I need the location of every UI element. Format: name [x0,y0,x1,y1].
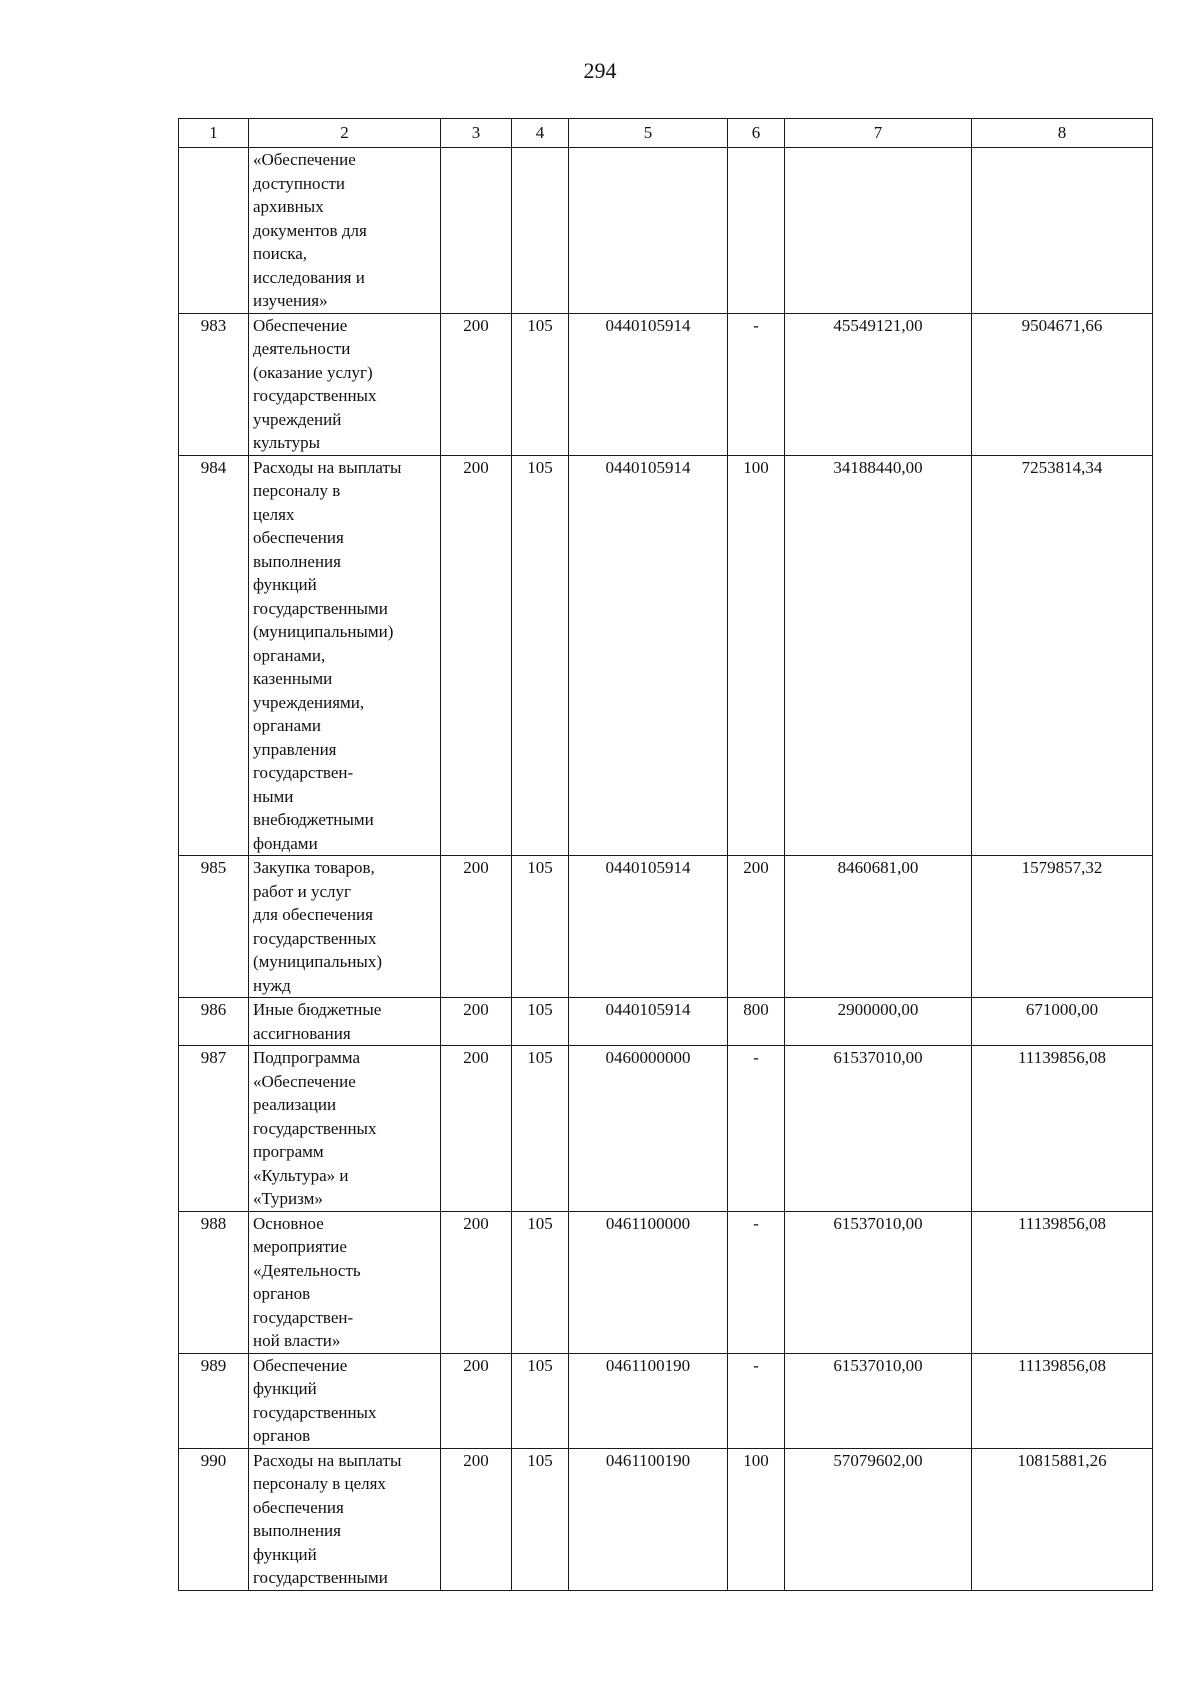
target-article-cell: 0440105914 [569,313,728,455]
target-article-cell: 0460000000 [569,1046,728,1212]
description-cell: Расходы на выплаты персоналу в целях обеспечения выполнения функций государственными (муниципальными) органами, казенными учреждениями, органами управления государствен- ными внебюджетными фондами [249,455,441,856]
header-col-4: 4 [512,119,569,148]
target-article-cell [569,148,728,314]
table-row [179,856,1153,998]
table-row [179,1448,1153,1590]
description-cell: Основное мероприятие «Деятельность органов государствен- ной власти» [249,1211,441,1353]
executed-amount-cell: 9504671,66 [972,313,1153,455]
col-4-cell: 105 [512,856,569,998]
planned-amount-cell: 61537010,00 [785,1353,972,1448]
header-col-1: 1 [179,119,249,148]
page-number: 294 [583,58,617,83]
planned-amount-cell: 57079602,00 [785,1448,972,1590]
executed-amount-cell: 10815881,26 [972,1448,1153,1590]
col-3-cell: 200 [441,1448,512,1590]
table-row [179,1353,1153,1448]
col-3-cell: 200 [441,313,512,455]
target-article-cell: 0461100190 [569,1448,728,1590]
description-cell: «Обеспечение доступности архивных документов для поиска, исследования и изучения» [249,148,441,314]
col-4-cell [512,148,569,314]
expense-type-cell: 100 [728,455,785,856]
target-article-cell: 0461100000 [569,1211,728,1353]
header-row [179,119,1153,148]
row-number-cell: 983 [179,313,249,455]
executed-amount-cell: 11139856,08 [972,1353,1153,1448]
table-row [179,455,1153,856]
expense-type-cell: - [728,1211,785,1353]
header-col-8: 8 [972,119,1153,148]
row-number-cell: 989 [179,1353,249,1448]
description-cell: Подпрограмма «Обеспечение реализации государственных программ «Культура» и «Туризм» [249,1046,441,1212]
row-number-cell: 986 [179,998,249,1046]
row-number-cell: 985 [179,856,249,998]
planned-amount-cell [785,148,972,314]
expense-type-cell [728,148,785,314]
expense-type-cell: 200 [728,856,785,998]
expense-type-cell: 800 [728,998,785,1046]
executed-amount-cell: 1579857,32 [972,856,1153,998]
table-body [179,148,1153,1591]
col-3-cell: 200 [441,1353,512,1448]
planned-amount-cell: 2900000,00 [785,998,972,1046]
planned-amount-cell: 8460681,00 [785,856,972,998]
planned-amount-cell: 61537010,00 [785,1046,972,1212]
col-4-cell: 105 [512,1353,569,1448]
description-cell: Закупка товаров, работ и услуг для обеспечения государственных (муниципальных) нужд [249,856,441,998]
description-cell: Иные бюджетные ассигнования [249,998,441,1046]
table-row [179,1211,1153,1353]
expense-type-cell: - [728,1353,785,1448]
table-row [179,313,1153,455]
expense-type-cell: - [728,1046,785,1212]
target-article-cell: 0440105914 [569,856,728,998]
table-row [179,1046,1153,1212]
target-article-cell: 0461100190 [569,1353,728,1448]
expense-type-cell: 100 [728,1448,785,1590]
row-number-cell: 987 [179,1046,249,1212]
col-4-cell: 105 [512,1448,569,1590]
executed-amount-cell: 11139856,08 [972,1211,1153,1353]
col-4-cell: 105 [512,998,569,1046]
description-cell: Расходы на выплаты персоналу в целях обеспечения выполнения функций государственными [249,1448,441,1590]
header-col-3: 3 [441,119,512,148]
planned-amount-cell: 45549121,00 [785,313,972,455]
table-row [179,148,1153,314]
executed-amount-cell: 11139856,08 [972,1046,1153,1212]
col-3-cell: 200 [441,856,512,998]
col-3-cell: 200 [441,998,512,1046]
executed-amount-cell: 671000,00 [972,998,1153,1046]
target-article-cell: 0440105914 [569,455,728,856]
row-number-cell: 984 [179,455,249,856]
col-4-cell: 105 [512,1211,569,1353]
header-col-6: 6 [728,119,785,148]
header-col-7: 7 [785,119,972,148]
executed-amount-cell [972,148,1153,314]
description-cell: Обеспечение функций государственных органов [249,1353,441,1448]
executed-amount-cell: 7253814,34 [972,455,1153,856]
row-number-cell: 990 [179,1448,249,1590]
description-cell: Обеспечение деятельности (оказание услуг) государственных учреждений культуры [249,313,441,455]
col-3-cell: 200 [441,1211,512,1353]
row-number-cell: 988 [179,1211,249,1353]
planned-amount-cell: 34188440,00 [785,455,972,856]
expense-type-cell: - [728,313,785,455]
budget-table [178,118,1153,1591]
col-3-cell: 200 [441,455,512,856]
header-col-5: 5 [569,119,728,148]
row-number-cell [179,148,249,314]
target-article-cell: 0440105914 [569,998,728,1046]
header-col-2: 2 [249,119,441,148]
col-3-cell: 200 [441,1046,512,1212]
col-4-cell: 105 [512,1046,569,1212]
col-4-cell: 105 [512,313,569,455]
col-3-cell [441,148,512,314]
table-row [179,998,1153,1046]
planned-amount-cell: 61537010,00 [785,1211,972,1353]
col-4-cell: 105 [512,455,569,856]
